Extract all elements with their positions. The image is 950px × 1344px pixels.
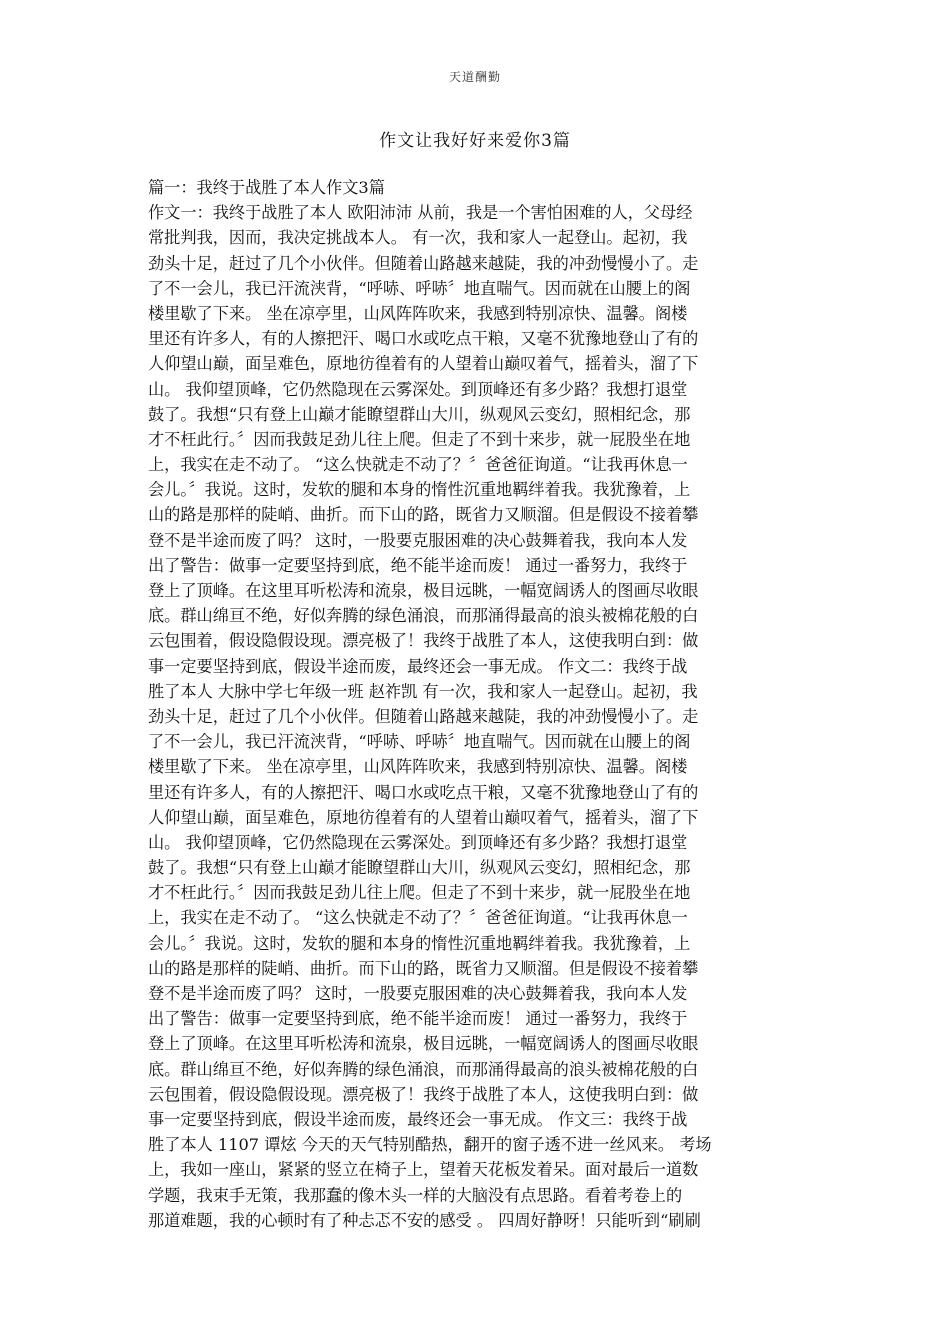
body-text-line: 上，我如一座山，紧紧的竖立在椅子上，望着天花板发着呆。面对最后一道数 <box>148 1160 699 1180</box>
body-text-line: 了不一会儿，我已汗流浃背，“呼哧、呼哧〞地直喘气。因而就在山腰上的阁 <box>148 278 691 298</box>
body-text-line: 常批判我，因而，我决定挑战本人。 有一次，我和家人一起登山。起初，我 <box>148 228 688 248</box>
body-text-line: 人仰望山巅，面呈难色，原地彷徨着有的人望着山巅叹着气，摇着头，溜了下 <box>148 354 699 374</box>
body-text-line: 会儿。〞我说。这时，发软的腿和本身的惰性沉重地羁绊着我。我犹豫着，上 <box>148 480 691 500</box>
body-text-line: 里还有许多人，有的人擦把汗、喝口水或吃点干粮，又毫不犹豫地登山了有的 <box>148 329 699 349</box>
body-text-line: 劲头十足，赶过了几个小伙伴。但随着山路越来越陡，我的冲劲慢慢小了。走 <box>148 253 699 273</box>
body-text-line: 才不枉此行。〞因而我鼓足劲儿往上爬。但走了不到十来步，就一屁股坐在地 <box>148 429 691 449</box>
body-text-line: 人仰望山巅，面呈难色，原地彷徨着有的人望着山巅叹着气，摇着头，溜了下 <box>148 807 699 827</box>
body-text-line: 出了警告：做事一定要坚持到底，绝不能半途而废！ 通过一番努力，我终于 <box>148 555 688 575</box>
body-text-line: 楼里歇了下来。 坐在凉亭里，山风阵阵吹来，我感到特别凉快、温馨。阁楼 <box>148 757 688 777</box>
body-text-line: 云包围着，假设隐假设现。漂亮极了！我终于战胜了本人，这使我明白到：做 <box>148 1084 699 1104</box>
document-title: 作文让我好好来爱你3篇 <box>379 131 571 151</box>
body-text-line: 劲头十足，赶过了几个小伙伴。但随着山路越来越陡，我的冲劲慢慢小了。走 <box>148 706 699 726</box>
document-body <box>148 175 800 1233</box>
body-text-line: 会儿。〞我说。这时，发软的腿和本身的惰性沉重地羁绊着我。我犹豫着，上 <box>148 933 691 953</box>
body-text-line: 鼓了。我想“只有登上山巅才能瞭望群山大川，纵观风云变幻，照相纪念，那 <box>148 404 691 424</box>
body-text-line: 上，我实在走不动了。 “这么快就走不动了？〞爸爸征询道。“让我再休息一 <box>148 908 688 928</box>
body-text-line: 事一定要坚持到底，假设半途而废，最终还会一事无成。 作文二：我终于战 <box>148 656 688 676</box>
body-text-line: 登不是半途而废了吗？ 这时，一股要克服困难的决心鼓舞着我，我向本人发 <box>148 984 688 1003</box>
body-text-line: 事一定要坚持到底，假设半途而废，最终还会一事无成。 作文三：我终于战 <box>148 1109 688 1129</box>
body-text-line: 楼里歇了下来。 坐在凉亭里，山风阵阵吹来，我感到特别凉快、温馨。阁楼 <box>148 303 688 323</box>
body-text-line: 了不一会儿，我已汗流浃背，“呼哧、呼哧〞地直喘气。因而就在山腰上的阁 <box>148 732 691 752</box>
body-text-line: 出了警告：做事一定要坚持到底，绝不能半途而废！ 通过一番努力，我终于 <box>148 1009 688 1029</box>
body-text-line: 里还有许多人，有的人擦把汗、喝口水或吃点干粮，又毫不犹豫地登山了有的 <box>148 782 699 802</box>
body-text-line: 那道难题，我的心顿时有了种忐忑不安的感受 。 四周好静呀！只能听到“刷刷 <box>148 1210 701 1230</box>
body-text-line: 作文一：我终于战胜了本人 欧阳沛沛 从前，我是一个害怕困难的人，父母经 <box>148 203 693 223</box>
body-text-line: 云包围着，假设隐假设现。漂亮极了！我终于战胜了本人，这使我明白到：做 <box>148 631 699 651</box>
body-text-line: 上，我实在走不动了。 “这么快就走不动了？〞爸爸征询道。“让我再休息一 <box>148 455 688 475</box>
body-text-line: 底。群山绵亘不绝，好似奔腾的绿色涌浪，而那涌得最高的浪头被棉花般的白 <box>148 606 699 626</box>
body-text-line: 登上了顶峰。在这里耳听松涛和流泉，极目远眺，一幅宽阔诱人的图画尽收眼 <box>148 581 699 600</box>
body-text-line: 胜了本人 1107 谭炫 今天的天气特别酷热，翻开的窗子透不进一丝风来。 考场 <box>148 1135 712 1155</box>
body-text-line: 山。 我仰望顶峰，它仍然隐现在云雾深处。到顶峰还有多少路？我想打退堂 <box>148 379 688 399</box>
body-text-line: 才不枉此行。〞因而我鼓足劲儿往上爬。但走了不到十来步，就一屁股坐在地 <box>148 883 691 903</box>
body-text-line: 底。群山绵亘不绝，好似奔腾的绿色涌浪，而那涌得最高的浪头被棉花般的白 <box>148 1059 699 1079</box>
body-text-line: 山的路是那样的陡峭、曲折。而下山的路，既省力又顺溜。但是假设不接着攀 <box>148 505 699 525</box>
body-text-line: 登上了顶峰。在这里耳听松涛和流泉，极目远眺，一幅宽阔诱人的图画尽收眼 <box>148 1034 699 1054</box>
body-text-line: 篇一：我终于战胜了本人作文3篇 <box>148 178 385 197</box>
body-text-line: 登不是半途而废了吗？ 这时，一股要克服困难的决心鼓舞着我，我向本人发 <box>148 530 688 550</box>
page-header: 天道酬勤 <box>448 70 501 84</box>
body-text-line: 山的路是那样的陡峭、曲折。而下山的路，既省力又顺溜。但是假设不接着攀 <box>148 958 699 978</box>
body-text-line: 胜了本人 大脉中学七年级一班 赵祚凯 有一次，我和家人一起登山。起初，我 <box>148 681 698 701</box>
body-text-line: 学题，我束手无策，我那蠢的像木头一样的大脑没有点思路。看着考卷上的 <box>148 1185 683 1205</box>
body-text-line: 鼓了。我想“只有登上山巅才能瞭望群山大川，纵观风云变幻，照相纪念，那 <box>148 858 691 878</box>
body-text-line: 山。 我仰望顶峰，它仍然隐现在云雾深处。到顶峰还有多少路？我想打退堂 <box>148 832 688 852</box>
